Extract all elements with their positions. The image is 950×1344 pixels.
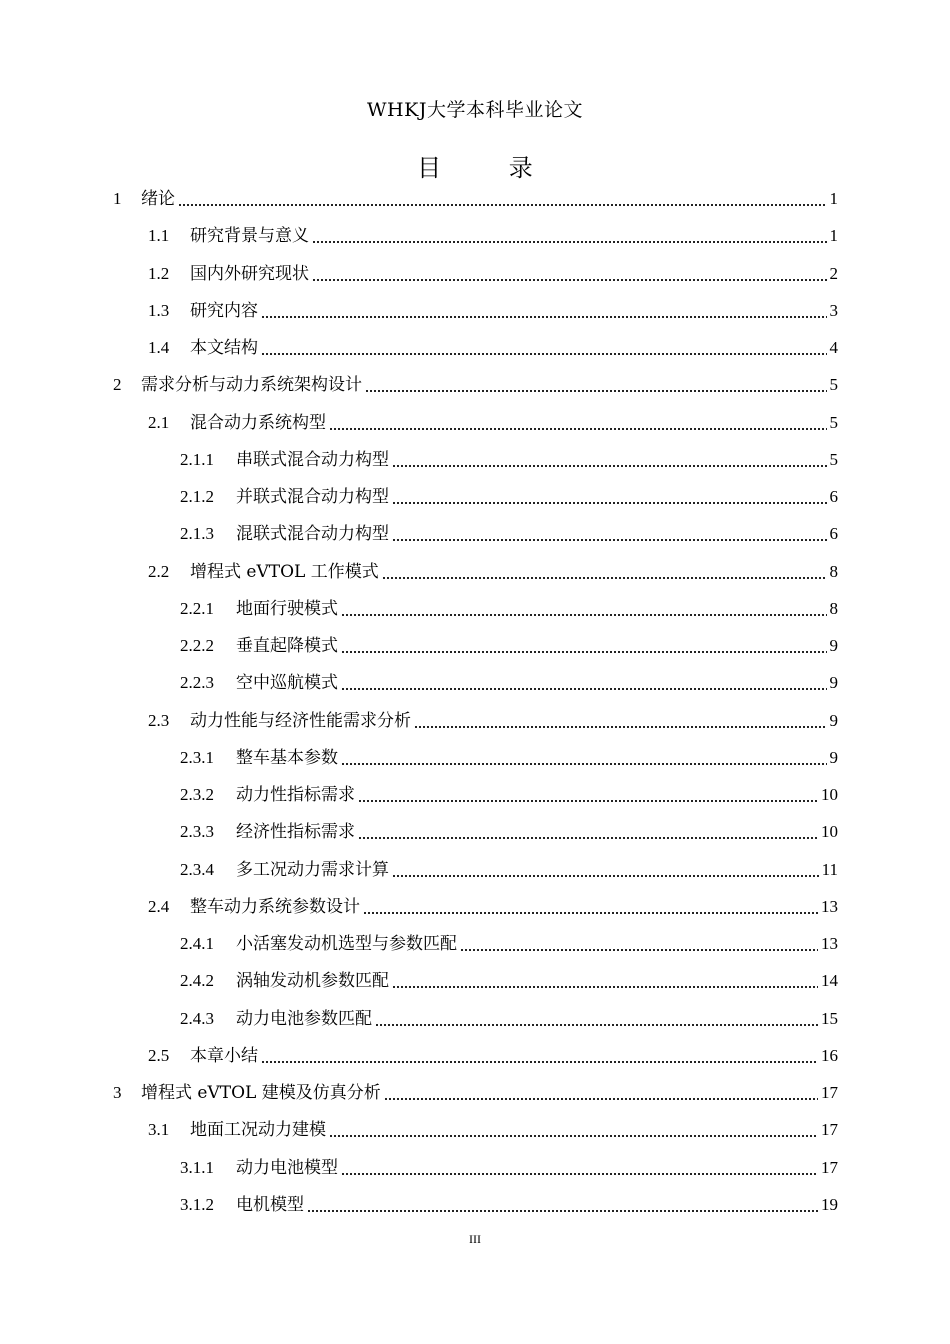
- toc-entry-number: 2.1.2: [180, 487, 214, 506]
- toc-dot-leader: [392, 488, 827, 508]
- toc-entry[interactable]: [148, 337, 838, 359]
- toc-entry-title: 空中巡航模式: [236, 673, 338, 694]
- toc-entry-number: 2.2.2: [180, 636, 214, 655]
- toc-dot-leader: [341, 674, 827, 694]
- toc-entry-page: 10: [821, 785, 838, 804]
- toc-entry-title: 国内外研究现状: [190, 263, 309, 284]
- toc-entry-number: 1.1: [148, 226, 170, 246]
- toc-entry-page: 6: [829, 487, 838, 506]
- toc-entry-page: 6: [829, 524, 838, 544]
- toc-entry[interactable]: [113, 374, 838, 396]
- toc-entry-page: 1: [829, 226, 838, 246]
- toc-entry-title: 增程式 eVTOL 建模及仿真分析: [141, 1083, 381, 1103]
- toc-entry-title: 小活塞发动机选型与参数匹配: [236, 934, 457, 954]
- toc-entry-title: 增程式 eVTOL 工作模式: [190, 561, 379, 582]
- page-header: WHKJ大学本科毕业论文: [367, 99, 583, 121]
- toc-entry-page: 11: [821, 859, 838, 879]
- toc-entry-title: 动力电池参数匹配: [236, 1008, 372, 1029]
- toc-entry-page: 8: [829, 598, 838, 618]
- toc-entry-number: 1: [113, 189, 122, 208]
- toc-entry-page: 13: [821, 896, 838, 916]
- toc-entry-number: 2.3.3: [180, 822, 214, 842]
- toc-entry-title: 动力性指标需求: [236, 785, 355, 805]
- toc-entry-number: 1.2: [148, 263, 170, 283]
- toc-entry-number: 2.4.2: [180, 971, 214, 991]
- toc-entry-title: 经济性指标需求: [236, 822, 355, 843]
- toc-entry-title: 研究背景与意义: [190, 226, 309, 247]
- toc-entry-title: 研究内容: [190, 300, 258, 321]
- toc-entry-page: 3: [829, 300, 838, 320]
- toc-entry-page: 19: [821, 1194, 838, 1214]
- toc-entry-title: 整车动力系统参数设计: [190, 896, 360, 917]
- toc-entry-number: 3.1.1: [180, 1157, 214, 1177]
- toc-entry-page: 2: [829, 263, 838, 283]
- toc-entry-page: 5: [829, 375, 838, 395]
- toc-entry-title: 动力电池模型: [236, 1157, 338, 1178]
- toc-dot-leader: [329, 1121, 818, 1141]
- toc-entry-number: 1.3: [148, 300, 170, 320]
- toc-entry-number: 2: [113, 375, 122, 395]
- toc-entry-title: 涡轴发动机参数匹配: [236, 971, 389, 992]
- toc-entry-page: 17: [821, 1120, 838, 1140]
- toc-dot-leader: [341, 600, 827, 620]
- toc-dot-leader: [261, 339, 827, 359]
- toc-entry[interactable]: [180, 672, 838, 694]
- toc-entry-title: 串联式混合动力构型: [236, 449, 389, 470]
- toc-entry-page: 5: [829, 449, 838, 469]
- toc-entry[interactable]: [148, 896, 838, 918]
- toc-entry-title: 需求分析与动力系统架构设计: [141, 375, 362, 396]
- page-title: 目 录: [417, 154, 563, 182]
- toc-entry-page: 17: [821, 1157, 838, 1177]
- toc-dot-leader: [261, 302, 827, 322]
- toc-dot-leader: [307, 1196, 818, 1216]
- toc-entry-number: 2.2.3: [180, 673, 214, 693]
- toc-entry-number: 2.1.3: [180, 524, 214, 544]
- toc-entry-number: 2.4: [148, 896, 170, 916]
- toc-entry[interactable]: [148, 300, 838, 322]
- toc-dot-leader: [414, 712, 827, 732]
- toc-dot-leader: [312, 265, 827, 285]
- toc-entry-title: 绪论: [141, 189, 175, 209]
- toc-entry-title: 多工况动力需求计算: [236, 859, 389, 880]
- toc-entry[interactable]: [180, 449, 838, 471]
- toc-entry-number: 2.1.1: [180, 449, 214, 469]
- toc-entry-title: 整车基本参数: [236, 747, 338, 768]
- toc-dot-leader: [341, 637, 827, 657]
- toc-dot-leader: [392, 972, 818, 992]
- toc-dot-leader: [384, 1084, 818, 1104]
- toc-entry[interactable]: [148, 710, 838, 732]
- toc-dot-leader: [392, 451, 827, 471]
- toc-entry-number: 2.3.2: [180, 785, 214, 804]
- toc-entry-number: 3.1.2: [180, 1194, 214, 1214]
- toc-entry-number: 2.5: [148, 1045, 170, 1065]
- toc-entry[interactable]: [113, 188, 838, 210]
- toc-entry-title: 混联式混合动力构型: [236, 524, 389, 545]
- toc-dot-leader: [341, 1159, 818, 1179]
- toc-dot-leader: [375, 1010, 818, 1030]
- toc-entry[interactable]: [148, 225, 838, 247]
- toc-entry[interactable]: [180, 1194, 838, 1216]
- toc-entry[interactable]: [180, 598, 838, 620]
- toc-entry-number: 3.1: [148, 1120, 170, 1140]
- toc-entry-page: 15: [821, 1008, 838, 1028]
- toc-entry-number: 2.2.1: [180, 598, 214, 618]
- toc-dot-leader: [358, 823, 818, 843]
- toc-entry[interactable]: [148, 412, 838, 434]
- toc-dot-leader: [365, 376, 827, 396]
- toc-entry-number: 2.3.1: [180, 747, 214, 767]
- toc-entry-page: 17: [821, 1083, 838, 1102]
- toc-dot-leader: [312, 227, 827, 247]
- toc-entry-title: 地面工况动力建模: [190, 1120, 326, 1141]
- toc-entry[interactable]: [180, 486, 838, 508]
- toc-entry-number: 2.4.3: [180, 1008, 214, 1028]
- page-number: III: [469, 1232, 481, 1246]
- toc-dot-leader: [261, 1047, 818, 1067]
- toc-dot-leader: [392, 525, 827, 545]
- toc-entry[interactable]: [180, 1157, 838, 1179]
- toc-entry-page: 8: [829, 561, 838, 581]
- toc-entry-page: 9: [829, 710, 838, 730]
- toc-dot-leader: [329, 414, 827, 434]
- toc-entry[interactable]: [180, 635, 838, 657]
- toc-entry-number: 1.4: [148, 338, 170, 357]
- toc-dot-leader: [460, 935, 818, 955]
- toc-entry-number: 2.2: [148, 561, 170, 581]
- toc-entry[interactable]: [180, 933, 838, 955]
- toc-entry[interactable]: [180, 859, 838, 881]
- toc-entry[interactable]: [148, 263, 838, 285]
- toc-entry[interactable]: [180, 523, 838, 545]
- toc-entry-title: 本章小结: [190, 1045, 258, 1066]
- toc-entry-title: 本文结构: [190, 338, 258, 358]
- toc-entry[interactable]: [180, 821, 838, 843]
- toc-entry-title: 地面行驶模式: [236, 598, 338, 619]
- toc-dot-leader: [392, 861, 819, 881]
- toc-entry-page: 13: [821, 934, 838, 953]
- toc-dot-leader: [341, 749, 827, 769]
- toc-entry-title: 动力性能与经济性能需求分析: [190, 710, 411, 731]
- toc-entry-page: 9: [829, 673, 838, 693]
- toc-entry-page: 10: [821, 822, 838, 842]
- toc-entry-page: 5: [829, 412, 838, 432]
- toc-dot-leader: [358, 786, 818, 806]
- toc-entry[interactable]: [113, 1082, 838, 1104]
- toc-entry-title: 混合动力系统构型: [190, 412, 326, 433]
- toc-entry-title: 并联式混合动力构型: [236, 487, 389, 507]
- toc-entry[interactable]: [148, 561, 838, 583]
- toc-entry-page: 9: [829, 636, 838, 655]
- toc-entry[interactable]: [180, 747, 838, 769]
- toc-entry-number: 2.3: [148, 710, 170, 730]
- toc-dot-leader: [382, 563, 827, 583]
- toc-entry[interactable]: [148, 1045, 838, 1067]
- toc-entry[interactable]: [180, 970, 838, 992]
- toc-entry-page: 14: [821, 971, 838, 991]
- toc-entry[interactable]: [180, 784, 838, 806]
- toc-entry-number: 3: [113, 1083, 122, 1102]
- toc-entry-page: 16: [821, 1045, 838, 1065]
- toc-dot-leader: [363, 898, 818, 918]
- toc-entry-title: 垂直起降模式: [236, 636, 338, 656]
- toc-entry-number: 2.4.1: [180, 934, 214, 953]
- toc-entry-number: 2.3.4: [180, 859, 214, 879]
- toc-entry-page: 4: [829, 338, 838, 357]
- toc-entry-page: 1: [829, 189, 838, 208]
- toc-dot-leader: [178, 190, 827, 210]
- toc-entry-number: 2.1: [148, 412, 170, 432]
- toc-entry[interactable]: [148, 1119, 838, 1141]
- toc-entry-page: 9: [829, 747, 838, 767]
- toc-entry-title: 电机模型: [236, 1194, 304, 1215]
- toc-entry[interactable]: [180, 1008, 838, 1030]
